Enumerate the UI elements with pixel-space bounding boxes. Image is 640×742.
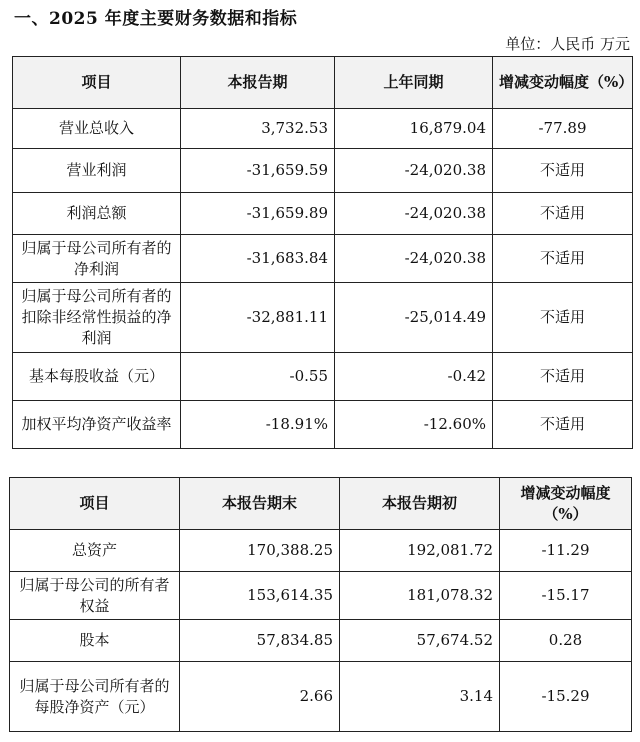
table-row — [13, 401, 633, 449]
row-current: -32,881.11 — [181, 283, 335, 353]
row-change: 不适用 — [493, 149, 633, 193]
row-prior: 16,879.04 — [335, 109, 493, 149]
row-item: 基本每股收益（元） — [13, 353, 181, 401]
table-row — [10, 572, 632, 620]
table-header-row — [10, 478, 632, 530]
row-change: 0.28 — [500, 620, 632, 662]
row-prior: 192,081.72 — [340, 530, 500, 572]
row-change: -15.29 — [500, 662, 632, 732]
row-prior: 181,078.32 — [340, 572, 500, 620]
row-change: -11.29 — [500, 530, 632, 572]
table-row — [10, 662, 632, 732]
row-current: 2.66 — [180, 662, 340, 732]
header-change-pct: 增减变动幅度（%） — [500, 478, 632, 530]
unit-note: 单位：人民币 万元 — [505, 35, 630, 53]
row-prior: -24,020.38 — [335, 149, 493, 193]
row-change: 不适用 — [493, 283, 633, 353]
row-item: 加权平均净资产收益率 — [13, 401, 181, 449]
section-title: 一、2025 年度主要财务数据和指标 — [14, 9, 298, 29]
row-item: 归属于母公司所有者的每股净资产（元） — [10, 662, 180, 732]
row-item: 归属于母公司的所有者权益 — [10, 572, 180, 620]
row-current: 57,834.85 — [180, 620, 340, 662]
table-row — [13, 109, 633, 149]
row-current: 170,388.25 — [180, 530, 340, 572]
row-current: 153,614.35 — [180, 572, 340, 620]
row-prior: 57,674.52 — [340, 620, 500, 662]
row-item: 归属于母公司所有者的扣除非经常性损益的净利润 — [13, 283, 181, 353]
row-current: -0.55 — [181, 353, 335, 401]
row-change: -15.17 — [500, 572, 632, 620]
table-row — [10, 620, 632, 662]
row-change: 不适用 — [493, 353, 633, 401]
row-current: 3,732.53 — [181, 109, 335, 149]
row-prior: -12.60% — [335, 401, 493, 449]
row-change: 不适用 — [493, 235, 633, 283]
row-current: -18.91% — [181, 401, 335, 449]
table-row — [13, 149, 633, 193]
row-prior: -25,014.49 — [335, 283, 493, 353]
header-prior-period: 上年同期 — [335, 57, 493, 109]
row-prior: -24,020.38 — [335, 235, 493, 283]
row-item: 总资产 — [10, 530, 180, 572]
row-item: 利润总额 — [13, 193, 181, 235]
row-current: -31,659.89 — [181, 193, 335, 235]
table-row — [13, 353, 633, 401]
table-row — [13, 283, 633, 353]
header-change-pct: 增减变动幅度（%） — [493, 57, 633, 109]
row-item: 股本 — [10, 620, 180, 662]
row-change: 不适用 — [493, 401, 633, 449]
table-row — [13, 235, 633, 283]
row-item: 营业利润 — [13, 149, 181, 193]
header-period-start: 本报告期初 — [340, 478, 500, 530]
header-item: 项目 — [13, 57, 181, 109]
financial-data-table — [12, 56, 633, 449]
header-period-end: 本报告期末 — [180, 478, 340, 530]
table-row — [13, 193, 633, 235]
row-prior: -0.42 — [335, 353, 493, 401]
row-prior: 3.14 — [340, 662, 500, 732]
row-current: -31,659.59 — [181, 149, 335, 193]
row-item: 归属于母公司所有者的净利润 — [13, 235, 181, 283]
table-header-row — [13, 57, 633, 109]
row-prior: -24,020.38 — [335, 193, 493, 235]
row-current: -31,683.84 — [181, 235, 335, 283]
table-row — [10, 530, 632, 572]
balance-data-table — [9, 477, 632, 732]
row-change: 不适用 — [493, 193, 633, 235]
header-current-period: 本报告期 — [181, 57, 335, 109]
row-change: -77.89 — [493, 109, 633, 149]
row-item: 营业总收入 — [13, 109, 181, 149]
header-item: 项目 — [10, 478, 180, 530]
